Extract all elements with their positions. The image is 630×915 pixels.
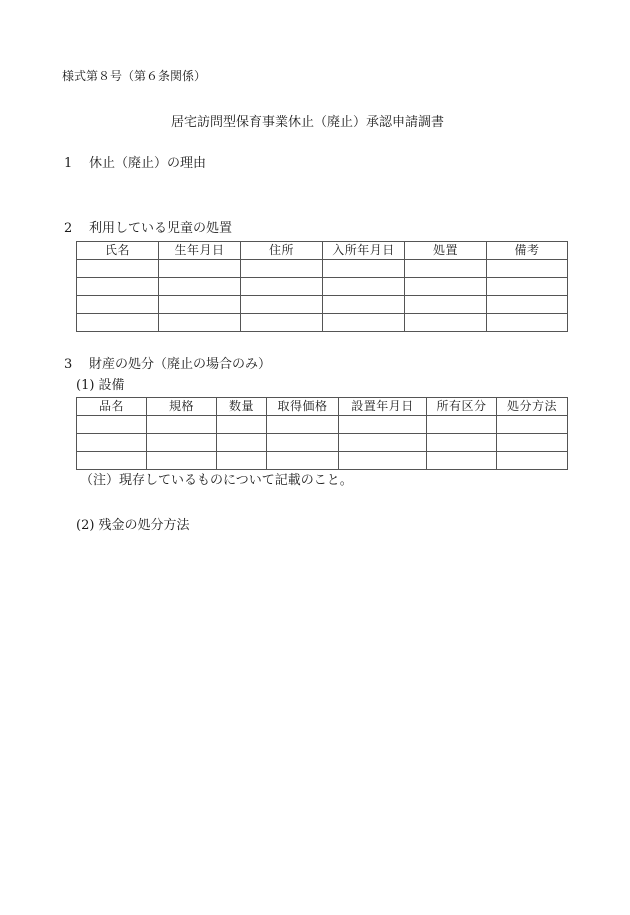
column-header: 処置 (405, 242, 487, 260)
table-cell[interactable] (241, 260, 323, 278)
equipment-note: （注）現存しているものについて記載のこと。 (80, 473, 353, 488)
table-cell[interactable] (405, 278, 487, 296)
column-header: 入所年月日 (323, 242, 405, 260)
table-cell[interactable] (241, 296, 323, 314)
column-header: 品名 (77, 398, 147, 416)
table-cell[interactable] (323, 260, 405, 278)
column-header: 数量 (217, 398, 267, 416)
column-header: 備考 (487, 242, 568, 260)
table-cell[interactable] (339, 434, 427, 452)
table-cell[interactable] (159, 278, 241, 296)
section-3-heading: 財産の処分（廃止の場合のみ） (89, 357, 272, 372)
table-cell[interactable] (323, 314, 405, 332)
table-cell[interactable] (159, 296, 241, 314)
table-cell[interactable] (147, 434, 217, 452)
column-header: 規格 (147, 398, 217, 416)
section-3-number: 3 (64, 357, 73, 372)
column-header: 設置年月日 (339, 398, 427, 416)
table-cell[interactable] (323, 296, 405, 314)
table-header-row (77, 242, 568, 260)
table-cell[interactable] (427, 434, 497, 452)
table-cell[interactable] (427, 416, 497, 434)
table-cell[interactable] (77, 260, 159, 278)
table-row (77, 260, 568, 278)
table-cell[interactable] (497, 434, 568, 452)
section-2-number: 2 (64, 221, 73, 236)
table-row (77, 416, 568, 434)
table-cell[interactable] (339, 416, 427, 434)
table-cell[interactable] (497, 416, 568, 434)
section-1-number: 1 (64, 156, 73, 171)
table-cell[interactable] (487, 260, 568, 278)
table-cell[interactable] (159, 314, 241, 332)
table-row (77, 296, 568, 314)
table-cell[interactable] (77, 434, 147, 452)
form-number: 様式第８号（第６条関係） (62, 69, 207, 83)
table-row (77, 434, 568, 452)
table-cell[interactable] (427, 452, 497, 470)
table-row (77, 278, 568, 296)
table-row (77, 314, 568, 332)
table-cell[interactable] (339, 452, 427, 470)
table-cell[interactable] (267, 434, 339, 452)
column-header: 取得価格 (267, 398, 339, 416)
table-cell[interactable] (241, 314, 323, 332)
table-cell[interactable] (159, 260, 241, 278)
column-header: 住所 (241, 242, 323, 260)
column-header: 所有区分 (427, 398, 497, 416)
table-cell[interactable] (147, 452, 217, 470)
table-cell[interactable] (77, 452, 147, 470)
table-cell[interactable] (405, 260, 487, 278)
table-cell[interactable] (487, 278, 568, 296)
document-title: 居宅訪問型保育事業休止（廃止）承認申請調書 (171, 115, 445, 130)
table-cell[interactable] (497, 452, 568, 470)
table-cell[interactable] (405, 296, 487, 314)
section-1-heading: 休止（廃止）の理由 (89, 156, 207, 171)
table-cell[interactable] (487, 296, 568, 314)
table-cell[interactable] (77, 314, 159, 332)
subsection-remaining-funds-heading: (2) 残金の処分方法 (76, 518, 190, 533)
table-cell[interactable] (147, 416, 217, 434)
column-header: 処分方法 (497, 398, 568, 416)
subsection-equipment-heading: (1) 設備 (76, 378, 125, 393)
column-header: 生年月日 (159, 242, 241, 260)
children-disposition-table (76, 241, 568, 332)
table-cell[interactable] (267, 452, 339, 470)
table-cell[interactable] (323, 278, 405, 296)
table-cell[interactable] (77, 416, 147, 434)
table-cell[interactable] (405, 314, 487, 332)
equipment-table (76, 397, 568, 470)
table-cell[interactable] (241, 278, 323, 296)
table-row (77, 452, 568, 470)
table-cell[interactable] (217, 452, 267, 470)
table-cell[interactable] (217, 434, 267, 452)
table-cell[interactable] (217, 416, 267, 434)
table-cell[interactable] (487, 314, 568, 332)
table-header-row (77, 398, 568, 416)
table-cell[interactable] (77, 278, 159, 296)
section-2-heading: 利用している児童の処置 (89, 221, 233, 236)
column-header: 氏名 (77, 242, 159, 260)
table-cell[interactable] (267, 416, 339, 434)
table-cell[interactable] (77, 296, 159, 314)
